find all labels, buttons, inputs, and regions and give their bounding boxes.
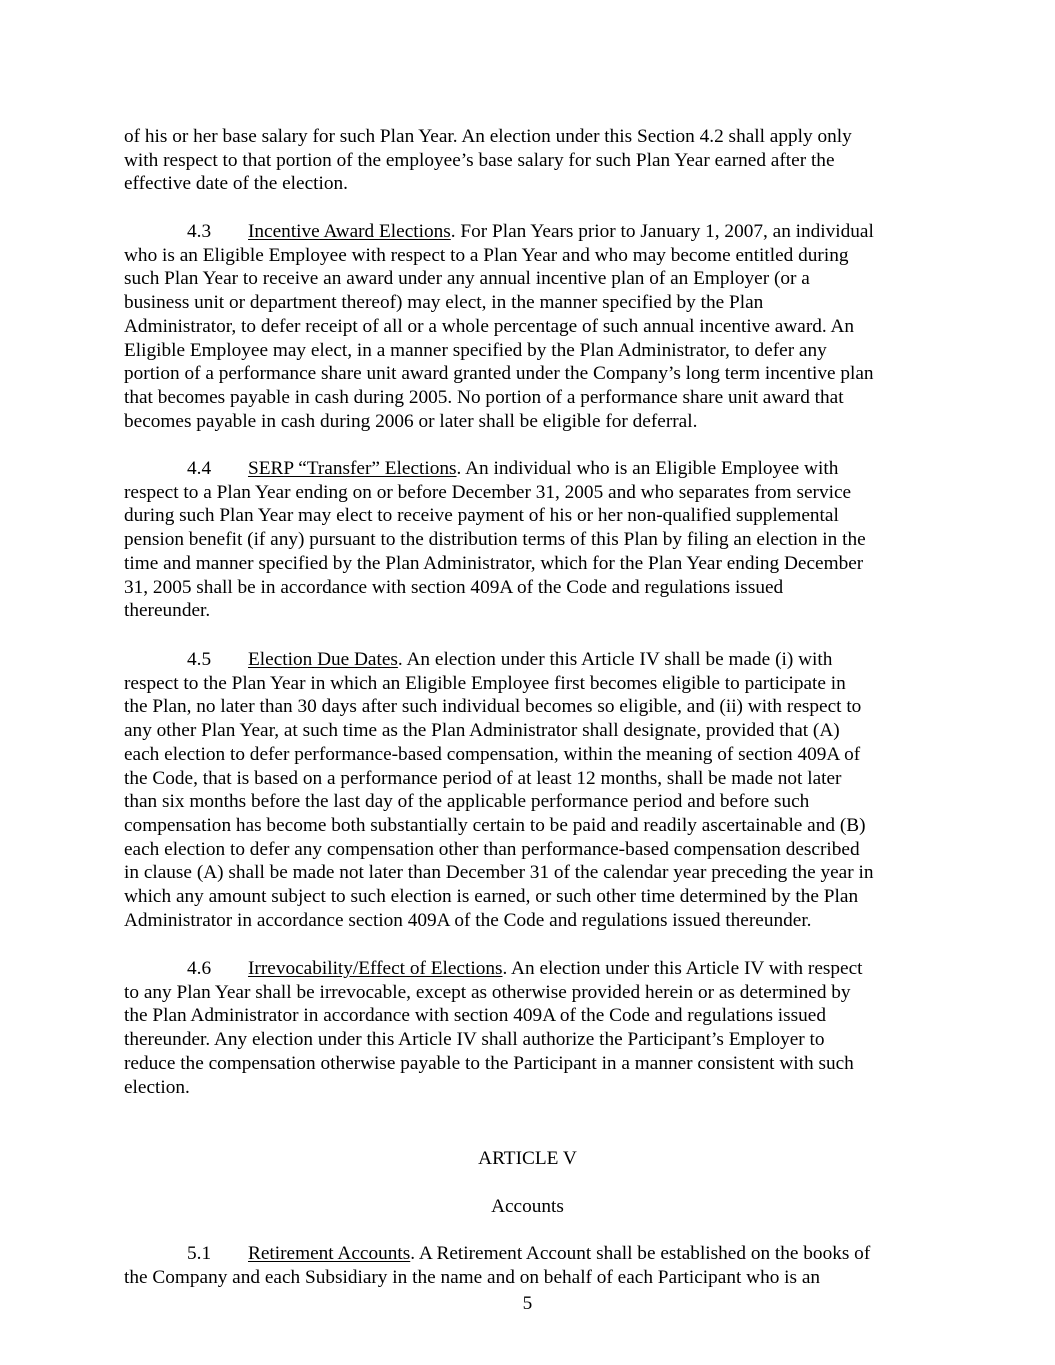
section-number: 4.6 bbox=[187, 958, 212, 979]
section-text: . A Retirement Account shall be established on the books of bbox=[410, 1243, 871, 1264]
section-number: 4.4 bbox=[187, 458, 212, 479]
paragraph-line: portion of a performance share unit award granted under the Company’s long term incentive plan bbox=[124, 363, 874, 385]
paragraph-line: than six months before the last day of the applicable performance period and before such bbox=[124, 791, 810, 813]
section-number: 4.3 bbox=[187, 221, 212, 242]
section-text: . An election under this Article IV shall be made (i) with bbox=[397, 649, 833, 670]
section-title: SERP “Transfer” Elections bbox=[248, 458, 457, 479]
section-first-line bbox=[248, 220, 874, 244]
paragraph-line: reduce the compensation otherwise payable to the Participant in a manner consistent with such bbox=[124, 1052, 854, 1074]
paragraph-line: the Plan, no later than 30 days after such individual becomes so eligible, and (ii) with respect to bbox=[124, 696, 862, 718]
paragraph-line: in clause (A) shall be made not later than December 31 of the calendar year preceding the year in bbox=[124, 862, 874, 884]
paragraph-line: to any Plan Year shall be irrevocable, except as otherwise provided herein or as determined by bbox=[124, 981, 851, 1003]
paragraph-line: thereunder. bbox=[124, 600, 211, 622]
section-text: . An election under this Article IV with respect bbox=[502, 958, 863, 979]
page-number: 5 bbox=[522, 1293, 533, 1314]
paragraph-line: 31, 2005 shall be in accordance with section 409A of the Code and regulations issued bbox=[124, 576, 784, 598]
section-first-line bbox=[248, 1242, 870, 1266]
paragraph-line: each election to defer any compensation other than performance-based compensation described bbox=[124, 838, 860, 860]
section-number: 4.5 bbox=[187, 649, 212, 670]
section-title: Irrevocability/Effect of Elections bbox=[248, 958, 503, 979]
article-heading: ARTICLE V bbox=[478, 1148, 577, 1169]
paragraph-line: effective date of the election. bbox=[124, 173, 348, 195]
paragraph-line: respect to the Plan Year in which an Eligible Employee first becomes eligible to participate in bbox=[124, 672, 846, 694]
section-title: Retirement Accounts bbox=[248, 1243, 411, 1264]
section-number: 5.1 bbox=[187, 1243, 212, 1264]
section-first-line bbox=[248, 457, 838, 481]
paragraph-line: each election to defer performance-based compensation, within the meaning of section 409A of bbox=[124, 743, 861, 765]
paragraph-line: the Plan Administrator in accordance with section 409A of the Code and regulations issued bbox=[124, 1005, 827, 1027]
paragraph-line: thereunder. Any election under this Article IV shall authorize the Participant’s Employer to bbox=[124, 1029, 825, 1051]
section-text: . For Plan Years prior to January 1, 2007, an individual bbox=[450, 221, 874, 242]
paragraph-line: that becomes payable in cash during 2005. No portion of a performance share unit award that bbox=[124, 386, 844, 408]
section-text: . An individual who is an Eligible Employee with bbox=[456, 458, 839, 479]
section-first-line bbox=[248, 648, 832, 672]
paragraph-line: with respect to that portion of the employee’s base salary for such Plan Year earned after the bbox=[124, 149, 835, 171]
paragraph-line: becomes payable in cash during 2006 or later shall be eligible for deferral. bbox=[124, 410, 698, 432]
paragraph-line: which any amount subject to such election is earned, or such other time determined by the Plan bbox=[124, 886, 859, 907]
section-first-line bbox=[248, 957, 863, 981]
paragraph-line: Administrator, to defer receipt of all or a whole percentage of such annual incentive award. An bbox=[124, 315, 855, 337]
section-title: Election Due Dates bbox=[248, 649, 398, 670]
paragraph-line: the Code, that is based on a performance period of at least 12 months, shall be made not later bbox=[124, 767, 842, 789]
paragraph-line: who is an Eligible Employee with respect to a Plan Year and who may become entitled during bbox=[124, 244, 849, 266]
paragraph-line: business unit or department thereof) may elect, in the manner specified by the Plan bbox=[124, 292, 764, 314]
paragraph-line: pension benefit (if any) pursuant to the distribution terms of this Plan by filing an election in the bbox=[124, 529, 866, 551]
paragraph-line: such Plan Year to receive an award under any annual incentive plan of an Employer (or a bbox=[124, 268, 810, 290]
paragraph-line: Eligible Employee may elect, in a manner specified by the Plan Administrator, to defer any bbox=[124, 339, 827, 361]
paragraph-line: respect to a Plan Year ending on or before December 31, 2005 and who separates from service bbox=[124, 481, 852, 503]
paragraph-line: election. bbox=[124, 1076, 190, 1098]
paragraph-line: during such Plan Year may elect to receive payment of his or her non-qualified supplemental bbox=[124, 505, 839, 527]
paragraph-line: the Company and each Subsidiary in the name and on behalf of each Participant who is an bbox=[124, 1266, 821, 1288]
paragraph-line: time and manner specified by the Plan Administrator, which for the Plan Year ending December bbox=[124, 552, 864, 574]
article-title: Accounts bbox=[491, 1196, 564, 1217]
paragraph-line: compensation has become both substantially certain to be paid and readily ascertainable and (B) bbox=[124, 814, 866, 836]
paragraph-line: Administrator in accordance section 409A of the Code and regulations issued thereunder. bbox=[124, 909, 812, 931]
paragraph-line: of his or her base salary for such Plan Year. An election under this Section 4.2 shall apply only bbox=[124, 126, 852, 147]
section-title: Incentive Award Elections bbox=[248, 221, 451, 242]
paragraph-line: any other Plan Year, at such time as the Plan Administrator shall designate, provided that (A) bbox=[124, 720, 840, 742]
